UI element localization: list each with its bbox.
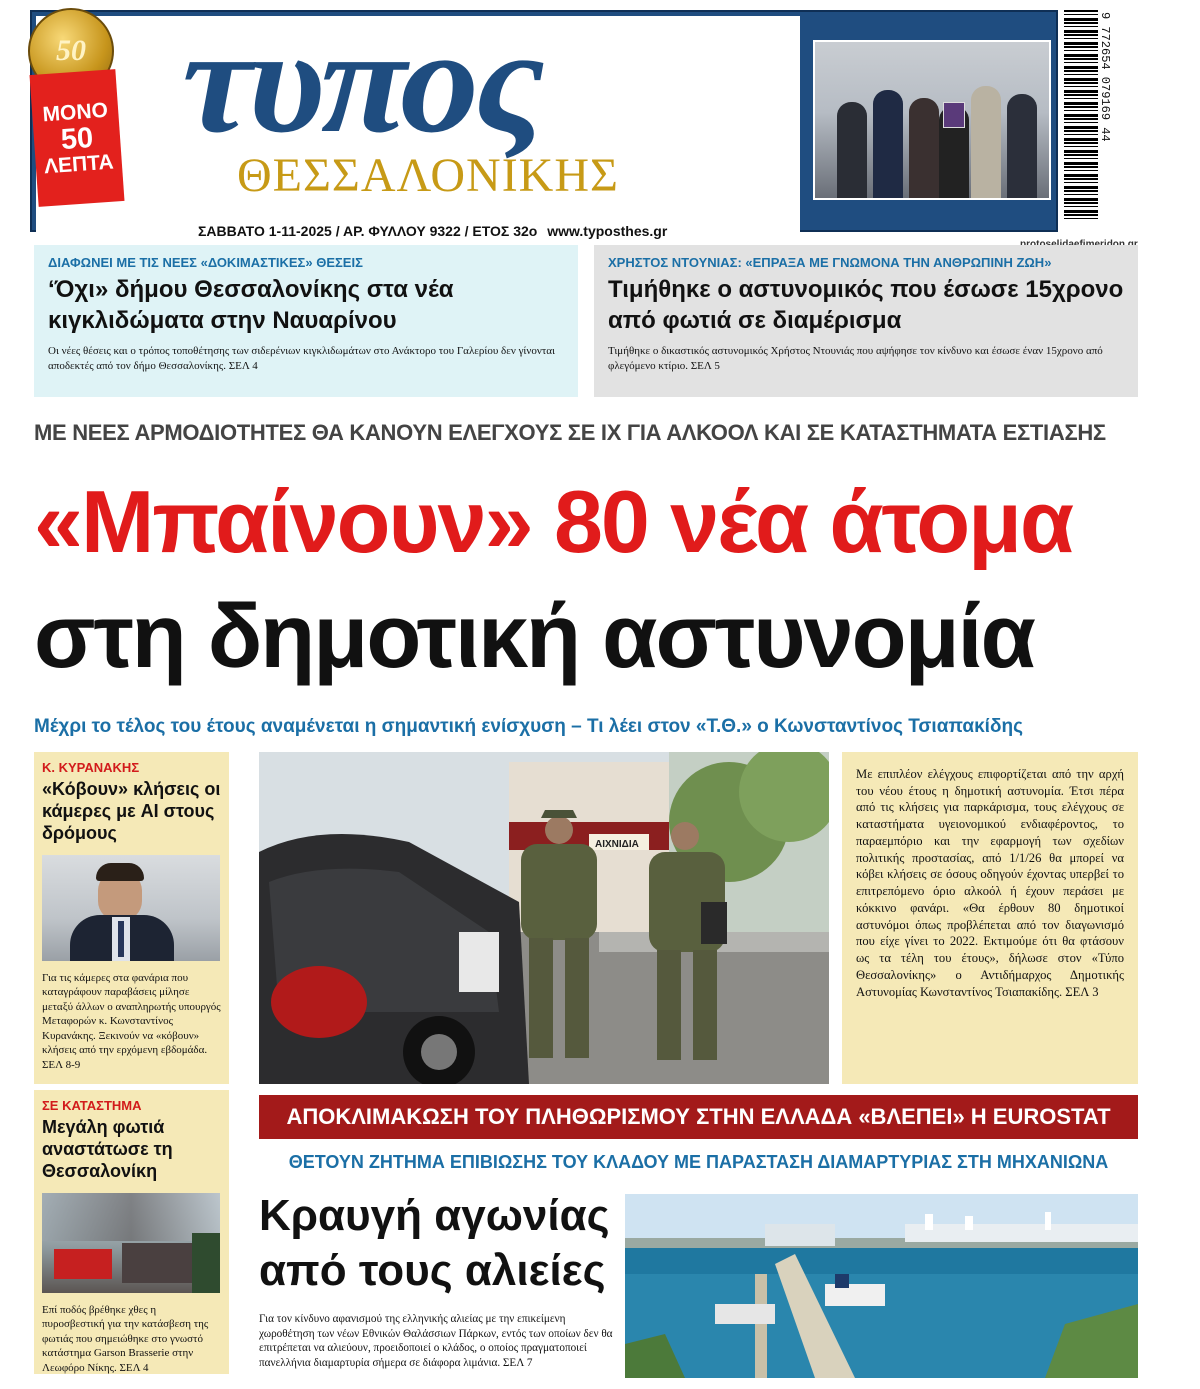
story-summary: Τιμήθηκε ο δικαστικός αστυνομικός Χρήστος Ντουνιάς που αψήφησε τον κίνδυνο και έσωσε έναν 15χρονο από φλεγόμενο κτίριο. ΣΕΛ 5 [608, 345, 1103, 373]
harbor-photo [625, 1194, 1138, 1378]
lead-subheadline: Μέχρι το τέλος του έτους αναμένεται η σημαντική ενίσχυση – Τι λέει στον «Τ.Θ.» ο Κωνσταντίνος Τσιαπακίδης [34, 716, 1023, 737]
fishing-summary: Για τον κίνδυνο αφανισμού της ελληνικής αλιείας με την επικείμενη χωροθέτηση των νέων Εθνικών Θαλάσσιων Πάρκων, εντός των οποίων δεν θα επιτρέπεται να αλιεύουν, προειδοποιεί ο κλάδος, ο οποίος πραγματοποιεί πανελλήνια διαμαρτυρία σήμερα σε διάφορα λιμάνια. ΣΕΛ 7 [259, 1313, 613, 1369]
masthead [30, 0, 1058, 239]
fishing-headline[interactable]: Κραυγή αγωνίας από τους αλιείες [259, 1191, 610, 1295]
issue-date-number: ΣΑΒΒΑΤΟ 1-11-2025 / ΑΡ. ΦΥΛΛΟΥ 9322 / ΕΤΟΣ 32ο [198, 223, 538, 239]
sidebar-title: «Κόβουν» κλήσεις οι κάμερες με AI στους δρόμους [42, 779, 221, 843]
price-badge [30, 69, 125, 207]
story-police-honored[interactable] [594, 245, 1138, 397]
sidebar-summary: Για τις κάμερες στα φανάρια που καταγράφουν παραβάσεις μίλησε μεταξύ άλλων ο αναπληρωτής υπουργός Μεταφορών κ. Κωνσταντίνος Κυρανάκης. Ξεκινούν να «κόβουν» κλήσεις από την ερχόμενη εβδομάδα. ΣΕΛ 8-9 [42, 971, 221, 1071]
barcode-number: 9 772654 079169 44 [1098, 12, 1112, 142]
euro-coin-icon: 50 [28, 8, 114, 94]
website-link[interactable]: www.typosthes.gr [547, 223, 668, 239]
lead-headline-line1[interactable]: «Μπαίνουν» 80 νέα άτομα [34, 472, 1073, 571]
sidebar-story-cameras[interactable] [34, 752, 229, 1084]
newspaper-logo: τυπος [182, 0, 541, 164]
sidebar-kicker: Κ. ΚΥΡΑΝΑΚΗΣ [42, 760, 140, 775]
eurostat-banner[interactable]: ΑΠΟΚΛΙΜΑΚΩΣΗ ΤΟΥ ΠΛΗΘΩΡΙΣΜΟΥ ΣΤΗΝ ΕΛΛΑΔΑ «ΒΛΕΠΕΙ» Η EUROSTAT [259, 1095, 1138, 1139]
story-kicker: ΧΡΗΣΤΟΣ ΝΤΟΥΝΙΑΣ: «ΕΠΡΑΞΑ ΜΕ ΓΝΩΜΟΝΑ ΤΗΝ ΑΝΘΡΩΠΙΝΗ ΖΩΗ» [608, 255, 1052, 270]
masthead-photo [813, 40, 1051, 200]
sidebar-story-fire[interactable] [34, 1090, 229, 1374]
sidebar-title: Μεγάλη φωτιά αναστάτωσε τη Θεσσαλονίκη [42, 1117, 173, 1181]
fishing-strapline: ΘΕΤΟΥΝ ΖΗΤΗΜΑ ΕΠΙΒΙΩΣΗΣ ΤΟΥ ΚΛΑΔΟΥ ΜΕ ΠΑΡΑΣΤΑΣΗ ΔΙΑΜΑΡΤΥΡΙΑΣ ΣΤΗ ΜΗΧΑΝΙΩΝΑ [288, 1152, 1109, 1172]
story-kicker: ΔΙΑΦΩΝΕΙ ΜΕ ΤΙΣ ΝΕΕΣ «ΔΟΚΙΜΑΣΤΙΚΕΣ» ΘΕΣΕΙΣ [48, 255, 363, 270]
story-summary: Οι νέες θέσεις και ο τρόπος τοποθέτησης των σιδερένιων κιγκλιδωμάτων στο Ανάκτορο του Γαλερίου δεν γίνονται αποδεκτές από τον δήμο Θεσσαλονίκης. ΣΕΛ 4 [48, 345, 555, 373]
lead-strapline: ΜΕ ΝΕΕΣ ΑΡΜΟΔΙΟΤΗΤΕΣ ΘΑ ΚΑΝΟΥΝ ΕΛΕΓΧΟΥΣ ΣΕ ΙΧ ΓΙΑ ΑΛΚΟΟΛ ΚΑΙ ΣΕ ΚΑΤΑΣΤΗΜΑΤΑ ΕΣΤΙΑΣΗΣ [34, 420, 1106, 445]
story-title: ‘Όχι» δήμου Θεσσαλονίκης στα νέα κιγκλιδώματα στην Ναυαρίνου [48, 276, 454, 335]
lead-headline-line2[interactable]: στη δημοτική αστυνομία [34, 587, 1035, 687]
newspaper-logo-subtitle: ΘΕΣΣΑΛΟΝΙΚΗΣ [237, 149, 619, 202]
sidebar-kicker: ΣΕ ΚΑΤΑΣΤΗΜΑ [42, 1098, 142, 1113]
fire-photo [42, 1193, 220, 1293]
street-scene-illustration [259, 752, 829, 1084]
lead-body-text: Με επιπλέον ελέγχους επιφορτίζεται από την αρχή του νέου έτους η δημοτική αστυνομία. Έτσι πέρα από τις κλήσεις για παρκάρισμα, τους ελέγχους σε καταστήματα υγειονομικού ενδιαφέροντος, το παραεμπόριο και την εφαρμογή των σχεδίων πολιτικής προστασίας, από 1/1/26 θα μπορεί να κόβει κλήσεις σε όσους οδηγούν έχοντας υπερβεί το επιτρεπόμενο όριο αλκοόλ ή έχουν περάσει με κόκκινο φανάρι. «Θα έρθουν 80 δημοτικοί αστυνόμοι όπως προβλέπεται από τον διαγωνισμό που είχε γίνει το 2022. Εκτιμούμε ότι θα φτάσουν ως τα τέλη του έτους», δήλωσε στον «Τύπο Θεσσαλονίκης» ο Αντιδήμαρχος Δημοτικής Αστυνομίας Κωνσταντίνος Τσιαπακίδης. ΣΕΛ 3 [842, 752, 1138, 1084]
minister-photo [42, 855, 220, 961]
price-badge-amount: 50 [59, 121, 95, 157]
municipal-police-photo [259, 752, 829, 1084]
harbor-illustration [625, 1194, 1138, 1378]
story-railings[interactable] [34, 245, 578, 397]
sidebar-summary: Επί ποδός βρέθηκε χθες η πυροσβεστική για την κατάσβεση της φωτιάς που σημειώθηκε στο γνωστό κατάστημα Garson Brasserie στην Λεωφόρο Νίκης. ΣΕΛ 4 [42, 1303, 209, 1374]
issue-info [198, 223, 667, 239]
story-title: Τιμήθηκε ο αστυνομικός που έσωσε 15χρονο από φωτιά σε διαμέρισμα [608, 276, 1124, 335]
shop-sign-text: ΑΙΧΝΙΔΙΑ [595, 839, 639, 850]
price-badge-unit: ΛΕΠΤΑ [43, 151, 115, 179]
barcode [1064, 10, 1098, 220]
price-badge-line1: ΜΟΝΟ [41, 98, 109, 127]
